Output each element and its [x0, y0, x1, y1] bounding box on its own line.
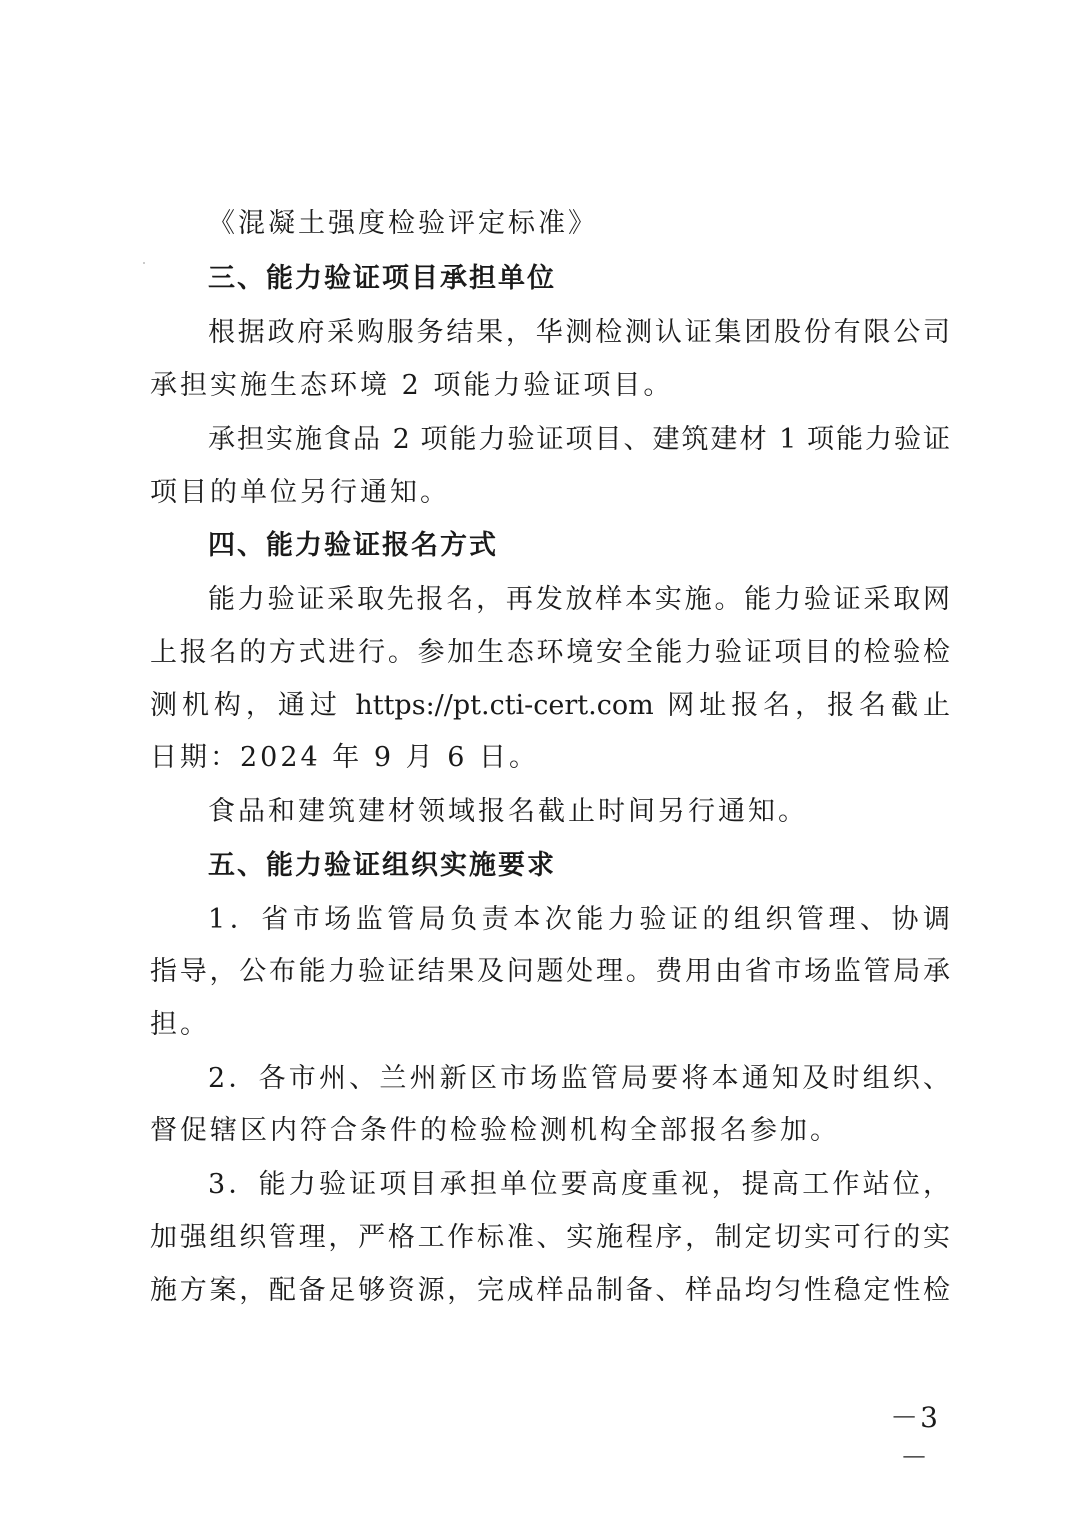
list-item-2-line: 2．各市州、兰州新区市场监管局要将本通知及时组织、	[208, 1063, 950, 1094]
section-heading-5: 五、能力验证组织实施要求	[208, 850, 556, 881]
paragraph-line: 上报名的方式进行。参加生态环境安全能力验证项目的检验检	[150, 637, 950, 668]
paragraph-line: 承担实施食品 2 项能力验证项目、建筑建材 1 项能力验证	[208, 424, 950, 455]
list-item-3-line: 3．能力验证项目承担单位要高度重视，提高工作站位，	[208, 1169, 950, 1200]
page-number: －3－	[890, 1401, 940, 1474]
paragraph-line: 根据政府采购服务结果，华测检测认证集团股份有限公司	[208, 317, 950, 348]
section-heading-3: 三、能力验证项目承担单位	[208, 263, 556, 294]
scan-speck	[143, 262, 145, 264]
paragraph-line: 担。	[150, 1009, 210, 1040]
paragraph-line: 能力验证采取先报名，再发放样本实施。能力验证采取网	[208, 584, 950, 615]
registration-url-line: 测机构，通过 https://pt.cti-cert.com 网址报名，报名截止	[150, 690, 950, 721]
paragraph-line: 承担实施生态环境 2 项能力验证项目。	[150, 370, 674, 401]
paragraph-line: 施方案，配备足够资源，完成样品制备、样品均匀性稳定性检	[150, 1275, 950, 1306]
paragraph-line: 督促辖区内符合条件的检验检测机构全部报名参加。	[150, 1115, 840, 1146]
standard-title-line: 《混凝土强度检验评定标准》	[208, 208, 598, 239]
deadline-line: 日期：2024 年 9 月 6 日。	[150, 742, 539, 773]
list-item-1-line: 1．省市场监管局负责本次能力验证的组织管理、协调	[208, 904, 950, 935]
section-heading-4: 四、能力验证报名方式	[208, 530, 498, 561]
paragraph-line: 食品和建筑建材领域报名截止时间另行通知。	[208, 796, 808, 827]
paragraph-line: 指导，公布能力验证结果及问题处理。费用由省市场监管局承	[150, 956, 950, 987]
paragraph-line: 项目的单位另行通知。	[150, 477, 450, 508]
paragraph-line: 加强组织管理，严格工作标准、实施程序，制定切实可行的实	[150, 1222, 950, 1253]
